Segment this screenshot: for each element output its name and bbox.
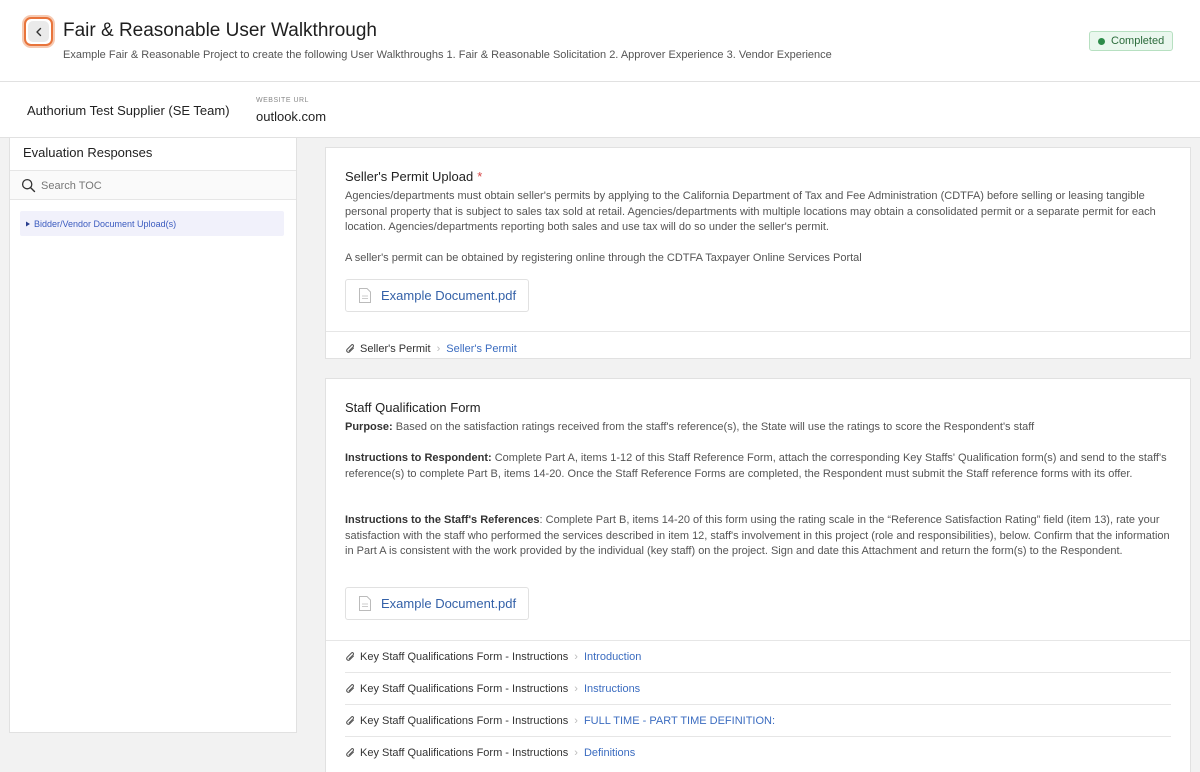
website-url-label: WEBSITE URL	[256, 97, 309, 104]
document-name: Example Document.pdf	[381, 596, 517, 611]
card-divider	[326, 331, 1190, 332]
references-instructions	[345, 513, 1175, 560]
chevron-left-icon	[34, 27, 44, 37]
back-button-inner	[28, 21, 49, 42]
paperclip-icon	[345, 683, 356, 695]
reference-link[interactable]: FULL TIME - PART TIME DEFINITION:	[583, 714, 776, 727]
required-mark: *	[477, 169, 483, 184]
question-description-2: A seller's permit can be obtained by registering online through the CDTFA Taxpayer Online Services Portal	[345, 252, 862, 264]
document-name: Example Document.pdf	[381, 288, 517, 303]
question-card-sellers-permit	[325, 147, 1191, 359]
reference-row	[345, 737, 1171, 769]
caret-right-icon	[25, 221, 31, 227]
reference-link[interactable]: Definitions	[583, 747, 636, 759]
respondent-instructions-label: Instructions to Respondent:	[345, 452, 492, 464]
references-instructions-body: : Complete Part B, items 14-20 of this form using the rating scale in the “Reference Satisfaction Rating” field (item 13), rate your satisfaction with the staff who performed the services described in item 12, staff's involvement in this project (role and responsibilities), below. Confirm that the information in Part A is consistent with the work provided by the individual (key staff) on the project. Sign and date this Attachment and return the form(s) to the Respondent.	[345, 514, 1170, 558]
search-icon	[21, 178, 36, 193]
toc-sidebar	[9, 138, 297, 733]
website-url-value: outlook.com	[256, 109, 327, 124]
respondent-instructions	[345, 451, 1175, 482]
chevron-right-icon: ›	[574, 714, 578, 727]
file-icon	[359, 596, 371, 611]
reference-source: Key Staff Qualifications Form - Instructions	[360, 650, 569, 663]
paperclip-icon	[345, 651, 356, 663]
page-subtitle: Example Fair & Reasonable Project to create the following User Walkthroughs 1. Fair & Reasonable Solicitation 2. Approver Experience 3. Vendor Experience	[63, 49, 832, 61]
sidebar-title: Evaluation Responses	[23, 145, 153, 160]
reference-link[interactable]: Seller's Permit	[446, 343, 517, 355]
question-title-text: Seller's Permit Upload	[345, 169, 474, 184]
reference-source: Seller's Permit	[360, 343, 431, 355]
reference-source: Key Staff Qualifications Form - Instructions	[360, 714, 569, 727]
purpose-text	[345, 420, 1175, 436]
vendor-bar	[0, 82, 1200, 138]
back-button[interactable]	[24, 17, 53, 46]
reference-row	[345, 641, 1171, 673]
reference-link[interactable]: Instructions	[583, 682, 641, 695]
chevron-right-icon: ›	[574, 682, 578, 695]
respondent-instructions-body: Complete Part A, items 1-12 of this Staff Reference Form, attach the corresponding Key Staffs' Qualification form(s) and send to the staff's reference(s) to complete Part B, items 14-20. Once the Staff Reference Forms are completed, the Respondent must submit the Staff reference forms with its offer.	[345, 452, 1167, 480]
document-attachment-button[interactable]	[345, 587, 529, 620]
main-content	[325, 146, 1191, 772]
document-attachment-button[interactable]	[345, 279, 529, 312]
question-title: Staff Qualification Form	[345, 400, 481, 415]
paperclip-icon	[345, 343, 356, 355]
paperclip-icon	[345, 715, 356, 727]
status-label: Completed	[1111, 35, 1165, 47]
reference-row	[345, 705, 1171, 737]
status-badge	[1089, 31, 1173, 51]
chevron-right-icon: ›	[574, 650, 578, 663]
search-toc-input[interactable]	[41, 177, 281, 195]
status-dot-icon	[1098, 38, 1105, 45]
chevron-right-icon: ›	[436, 343, 441, 355]
chevron-right-icon: ›	[574, 747, 578, 759]
toc-search	[10, 170, 296, 200]
question-title	[345, 169, 482, 184]
reference-source: Key Staff Qualifications Form - Instructions	[360, 747, 569, 759]
question-description: Agencies/departments must obtain seller's permits by applying to the California Department of Tax and Fee Administration (CDTFA) before selling or leasing tangible personal property that is subject to sales tax sold at retail. Agencies/departments with multiple locations may obtain a consolidated permit or a separate permit for each location. Agencies/departments reporting both sales and use tax will do so under the seller's permit.	[345, 190, 1156, 234]
question-card-staff-qualification	[325, 378, 1191, 772]
reference-row	[345, 333, 1171, 365]
reference-link[interactable]: Introduction	[583, 650, 642, 663]
reference-source: Key Staff Qualifications Form - Instructions	[360, 682, 569, 695]
vendor-name: Authorium Test Supplier (SE Team)	[27, 103, 230, 118]
reference-row	[345, 673, 1171, 705]
page-title: Fair & Reasonable User Walkthrough	[63, 20, 377, 41]
purpose-label: Purpose:	[345, 421, 393, 433]
page-header	[0, 0, 1200, 82]
file-icon	[359, 288, 371, 303]
purpose-body: Based on the satisfaction ratings received from the staff's reference(s), the State will use the ratings to score the Respondent's staff	[392, 421, 1035, 433]
toc-item-bidder-vendor-uploads[interactable]	[20, 211, 284, 236]
references-instructions-label: Instructions to the Staff's References	[345, 514, 540, 526]
paperclip-icon	[345, 747, 356, 759]
toc-item-label: Bidder/Vendor Document Upload(s)	[34, 218, 177, 229]
